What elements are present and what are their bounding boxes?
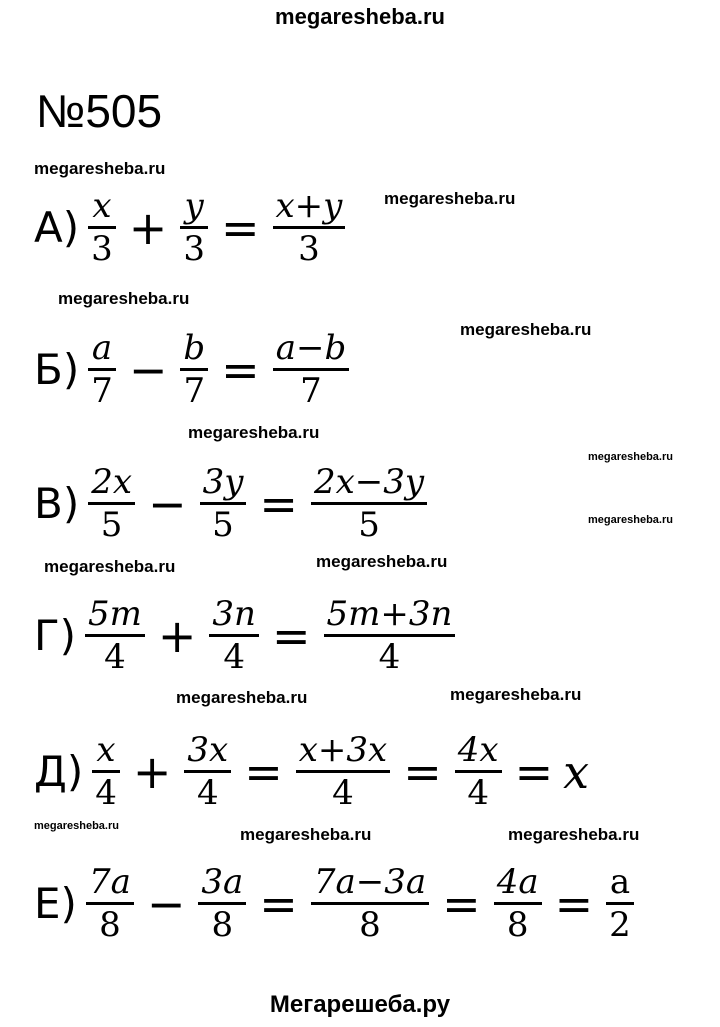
numerator: 7a−3a xyxy=(313,862,427,902)
operator: = xyxy=(221,342,260,397)
denominator: 7 xyxy=(183,371,206,412)
numerator: x+3x xyxy=(298,730,388,770)
denominator: 3 xyxy=(298,229,320,270)
denominator: 3 xyxy=(183,229,205,270)
operator: = xyxy=(514,744,554,799)
fraction xyxy=(198,862,246,945)
equation-e xyxy=(34,862,637,945)
fraction xyxy=(273,186,346,269)
fraction xyxy=(494,862,542,945)
numerator: x xyxy=(96,730,116,770)
fraction xyxy=(85,594,145,677)
operator: = xyxy=(442,876,481,931)
watermark: megaresheba.ru xyxy=(460,320,592,339)
watermark: megaresheba.ru xyxy=(34,820,119,832)
numerator: b xyxy=(183,328,206,368)
numerator: 3y xyxy=(202,462,244,502)
fraction xyxy=(209,594,259,677)
watermark: megaresheba.ru xyxy=(240,825,372,844)
problem-title: №505 xyxy=(36,85,163,137)
numerator: y xyxy=(184,186,204,226)
operator: = xyxy=(403,744,442,799)
fraction xyxy=(296,730,390,813)
operator: = xyxy=(259,476,298,531)
fraction xyxy=(180,186,208,269)
watermark: megaresheba.ru xyxy=(384,189,516,208)
numerator: 4a xyxy=(496,862,539,902)
denominator: 4 xyxy=(332,773,354,814)
operator: − xyxy=(128,342,168,397)
fraction xyxy=(455,730,502,813)
header-site: megaresheba.ru xyxy=(275,4,445,29)
denominator: 7 xyxy=(300,371,322,412)
numerator: a−b xyxy=(275,328,347,368)
watermark: megaresheba.ru xyxy=(176,688,308,707)
equation-a xyxy=(34,186,348,269)
fraction xyxy=(88,328,116,411)
denominator: 8 xyxy=(506,905,529,946)
denominator: 8 xyxy=(211,905,234,946)
fraction xyxy=(311,862,429,945)
numerator: 5m+3n xyxy=(326,594,453,634)
numerator: x xyxy=(92,186,112,226)
watermark: megaresheba.ru xyxy=(44,557,176,576)
operator: = xyxy=(554,876,594,931)
numerator: 2x xyxy=(91,462,133,502)
equation-label: Б) xyxy=(34,345,80,395)
fraction xyxy=(88,462,135,545)
denominator: 4 xyxy=(104,637,126,678)
equation-label: Д) xyxy=(34,747,84,797)
numerator: 3n xyxy=(212,594,256,634)
equation-label: В) xyxy=(34,479,80,529)
numerator: 5m xyxy=(88,594,142,634)
fraction xyxy=(200,462,247,545)
footer-site: Мегарешеба.ру xyxy=(269,991,451,1018)
watermark: megaresheba.ru xyxy=(188,423,320,442)
equation-label: А) xyxy=(34,203,80,253)
operator: = xyxy=(259,876,298,931)
denominator: 2 xyxy=(609,905,631,946)
operator: − xyxy=(146,876,186,931)
operator: + xyxy=(128,200,168,255)
operator: − xyxy=(148,476,187,531)
numerator: 4x xyxy=(457,730,499,770)
watermark: megaresheba.ru xyxy=(58,289,190,308)
denominator: 5 xyxy=(100,505,123,546)
watermark: megaresheba.ru xyxy=(450,685,582,704)
operator: + xyxy=(157,608,197,663)
denominator: 7 xyxy=(91,371,113,412)
fraction xyxy=(88,186,116,269)
equation-b xyxy=(34,328,352,411)
numerator: 3x xyxy=(187,730,229,770)
denominator: 5 xyxy=(212,505,234,546)
watermark: megaresheba.ru xyxy=(508,825,640,844)
denominator: 4 xyxy=(95,773,117,814)
numerator: a xyxy=(609,862,631,902)
numerator: x+y xyxy=(275,186,343,226)
denominator: 4 xyxy=(467,773,489,814)
equation-d xyxy=(34,730,589,813)
numerator: 2x−3y xyxy=(313,462,425,502)
denominator: 4 xyxy=(223,637,245,678)
fraction xyxy=(311,462,427,545)
equation-label: Е) xyxy=(34,879,77,929)
denominator: 4 xyxy=(196,773,219,814)
numerator: 3a xyxy=(201,862,244,902)
fraction xyxy=(184,730,231,813)
watermark: megaresheba.ru xyxy=(34,159,166,178)
operator: = xyxy=(244,744,283,799)
operator: = xyxy=(220,200,260,255)
fraction xyxy=(180,328,208,411)
watermark: megaresheba.ru xyxy=(316,552,448,571)
operator: + xyxy=(132,744,172,799)
fraction xyxy=(273,328,350,411)
operator: = xyxy=(271,608,311,663)
denominator: 4 xyxy=(378,637,401,678)
equation-label: Г) xyxy=(34,611,76,661)
watermark: megaresheba.ru xyxy=(588,514,673,526)
fraction xyxy=(92,730,120,813)
fraction xyxy=(324,594,456,677)
numerator: 7a xyxy=(88,862,131,902)
denominator: 8 xyxy=(99,905,121,946)
fraction xyxy=(606,862,634,945)
equation-g xyxy=(34,594,458,677)
denominator: 8 xyxy=(359,905,381,946)
numerator: a xyxy=(91,328,113,368)
denominator: 3 xyxy=(91,229,113,270)
watermark: megaresheba.ru xyxy=(588,451,673,463)
fraction xyxy=(86,862,134,945)
denominator: 5 xyxy=(358,505,380,546)
equation-v xyxy=(34,462,430,545)
result-value: x xyxy=(563,744,590,799)
